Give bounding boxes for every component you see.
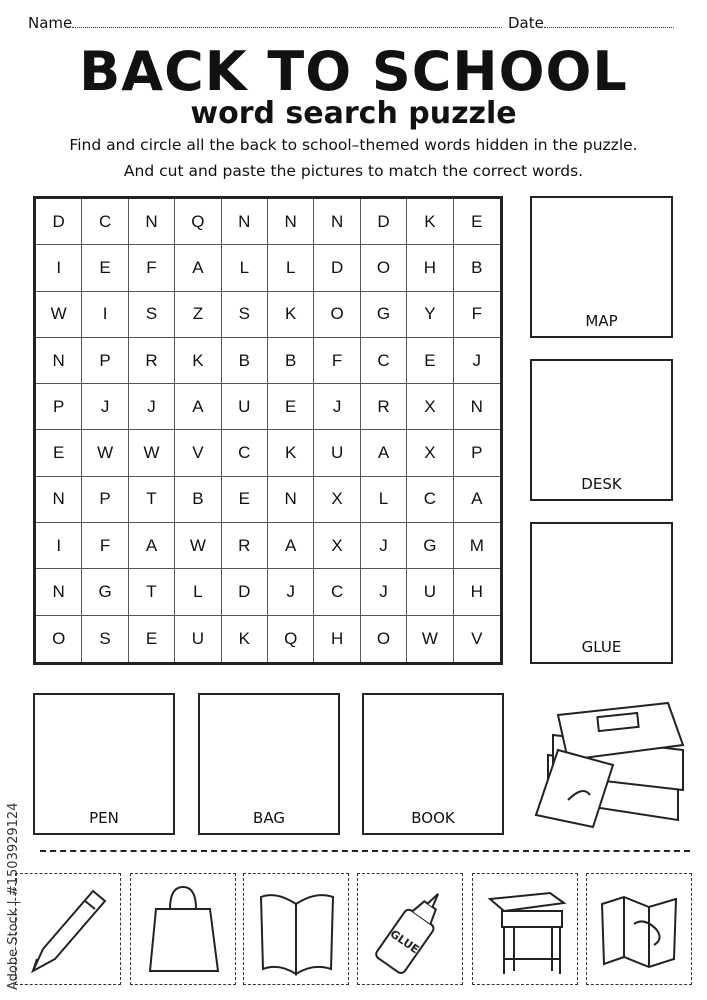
desk-icon <box>480 879 570 979</box>
pen-icon <box>23 879 113 979</box>
grid-cell[interactable]: H <box>407 245 453 291</box>
grid-cell[interactable]: J <box>361 569 407 615</box>
grid-cell[interactable]: E <box>454 199 500 245</box>
grid-cell[interactable]: Y <box>407 292 453 338</box>
grid-cell[interactable]: J <box>314 384 360 430</box>
grid-cell[interactable]: P <box>82 477 128 523</box>
page-subtitle: word search puzzle <box>190 96 517 131</box>
grid-cell[interactable]: K <box>407 199 453 245</box>
grid-cell[interactable]: N <box>268 199 314 245</box>
grid-cell[interactable]: A <box>175 384 221 430</box>
grid-cell[interactable]: W <box>175 523 221 569</box>
grid-cell[interactable]: G <box>82 569 128 615</box>
books-stack-icon <box>528 695 693 830</box>
name-field[interactable] <box>28 14 502 32</box>
grid-cell[interactable]: F <box>314 338 360 384</box>
grid-cell[interactable]: S <box>129 292 175 338</box>
grid-cell[interactable]: R <box>222 523 268 569</box>
grid-cell[interactable]: C <box>407 477 453 523</box>
grid-cell[interactable]: C <box>222 430 268 476</box>
grid-cell[interactable]: D <box>36 199 82 245</box>
grid-cell[interactable]: E <box>268 384 314 430</box>
grid-cell[interactable]: I <box>82 292 128 338</box>
glue-icon <box>365 879 455 979</box>
grid-cell[interactable]: A <box>268 523 314 569</box>
grid-cell[interactable]: A <box>454 477 500 523</box>
grid-cell[interactable]: W <box>82 430 128 476</box>
grid-cell[interactable]: U <box>407 569 453 615</box>
grid-cell[interactable]: A <box>129 523 175 569</box>
book-icon <box>251 879 341 979</box>
watermark-text: Adobe Stock | #1503929124 <box>6 802 21 990</box>
page-title: BACK TO SCHOOL <box>79 40 628 103</box>
grid-cell[interactable]: D <box>361 199 407 245</box>
glue-bottle-label: GLUE <box>387 927 422 957</box>
grid-cell[interactable]: E <box>129 616 175 662</box>
grid-cell[interactable]: H <box>314 616 360 662</box>
grid-cell[interactable]: F <box>129 245 175 291</box>
grid-cell[interactable]: N <box>36 338 82 384</box>
grid-cell[interactable]: B <box>222 338 268 384</box>
grid-cell[interactable]: K <box>175 338 221 384</box>
grid-cell[interactable]: P <box>82 338 128 384</box>
grid-cell[interactable]: R <box>129 338 175 384</box>
grid-cell[interactable]: E <box>82 245 128 291</box>
grid-cell[interactable]: W <box>36 292 82 338</box>
picture-book[interactable] <box>243 873 349 985</box>
grid-cell[interactable]: K <box>222 616 268 662</box>
grid-cell[interactable]: T <box>129 569 175 615</box>
grid-cell[interactable]: S <box>222 292 268 338</box>
date-label: Date <box>508 14 544 32</box>
instruction-line-2: And cut and paste the pictures to match the correct words. <box>123 162 584 180</box>
bag-icon <box>138 879 228 979</box>
grid-cell[interactable]: X <box>407 430 453 476</box>
grid-cell[interactable]: V <box>175 430 221 476</box>
word-box-bag[interactable] <box>198 693 340 835</box>
grid-cell[interactable]: T <box>129 477 175 523</box>
word-box-book[interactable] <box>362 693 504 835</box>
name-label: Name <box>28 14 73 32</box>
word-box-map[interactable] <box>530 196 673 338</box>
grid-cell[interactable]: M <box>454 523 500 569</box>
grid-cell[interactable]: R <box>361 384 407 430</box>
grid-cell[interactable]: N <box>129 199 175 245</box>
grid-cell[interactable]: C <box>361 338 407 384</box>
grid-cell[interactable]: E <box>407 338 453 384</box>
word-label: BOOK <box>411 809 455 827</box>
grid-cell[interactable]: L <box>268 245 314 291</box>
grid-cell[interactable]: W <box>129 430 175 476</box>
grid-cell[interactable]: X <box>407 384 453 430</box>
grid-cell[interactable]: P <box>454 430 500 476</box>
grid-cell[interactable]: Q <box>268 616 314 662</box>
grid-cell[interactable]: J <box>82 384 128 430</box>
grid-cell[interactable]: J <box>129 384 175 430</box>
grid-cell[interactable]: W <box>407 616 453 662</box>
grid-cell[interactable]: L <box>361 477 407 523</box>
grid-cell[interactable]: E <box>222 477 268 523</box>
grid-cell[interactable]: F <box>82 523 128 569</box>
grid-cell[interactable]: J <box>361 523 407 569</box>
grid-cell[interactable]: G <box>361 292 407 338</box>
word-box-desk[interactable] <box>530 359 673 501</box>
grid-cell[interactable]: A <box>361 430 407 476</box>
grid-cell[interactable]: B <box>175 477 221 523</box>
grid-cell[interactable]: X <box>314 523 360 569</box>
grid-cell[interactable]: N <box>36 477 82 523</box>
grid-cell[interactable]: O <box>36 616 82 662</box>
word-label: PEN <box>89 809 119 827</box>
grid-cell[interactable]: X <box>314 477 360 523</box>
word-label: MAP <box>585 312 618 330</box>
word-label: BAG <box>253 809 285 827</box>
grid-cell[interactable]: B <box>268 338 314 384</box>
grid-cell[interactable]: J <box>454 338 500 384</box>
grid-cell[interactable]: N <box>454 384 500 430</box>
grid-cell[interactable]: O <box>314 292 360 338</box>
word-label: GLUE <box>581 638 622 656</box>
grid-cell[interactable]: L <box>222 245 268 291</box>
grid-cell[interactable]: C <box>314 569 360 615</box>
grid-cell[interactable]: E <box>36 430 82 476</box>
grid-cell[interactable]: L <box>175 569 221 615</box>
instruction-line-1: Find and circle all the back to school–themed words hidden in the puzzle. <box>69 136 638 154</box>
picture-map[interactable] <box>586 873 692 985</box>
grid-cell[interactable]: N <box>36 569 82 615</box>
word-box-glue[interactable] <box>530 522 673 664</box>
grid-cell[interactable]: P <box>36 384 82 430</box>
grid-cell[interactable]: I <box>36 523 82 569</box>
grid-cell[interactable]: D <box>314 245 360 291</box>
grid-cell[interactable]: F <box>454 292 500 338</box>
word-box-pen[interactable] <box>33 693 175 835</box>
grid-cell[interactable]: O <box>361 616 407 662</box>
grid-cell[interactable]: Z <box>175 292 221 338</box>
word-label: DESK <box>581 475 622 493</box>
picture-pen[interactable] <box>15 873 121 985</box>
grid-cell[interactable]: H <box>454 569 500 615</box>
grid-cell[interactable]: U <box>222 384 268 430</box>
grid-cell[interactable]: B <box>454 245 500 291</box>
grid-cell[interactable]: U <box>314 430 360 476</box>
grid-cell[interactable]: U <box>175 616 221 662</box>
map-icon <box>594 879 684 979</box>
grid-cell[interactable]: A <box>175 245 221 291</box>
grid-cell[interactable]: K <box>268 292 314 338</box>
grid-cell[interactable]: D <box>222 569 268 615</box>
picture-bag[interactable] <box>130 873 236 985</box>
grid-cell[interactable]: N <box>314 199 360 245</box>
grid-cell[interactable]: G <box>407 523 453 569</box>
grid-cell[interactable]: I <box>36 245 82 291</box>
grid-cell[interactable]: V <box>471 628 483 648</box>
grid-cell[interactable]: C <box>82 199 128 245</box>
grid-cell[interactable]: Q <box>175 199 221 245</box>
grid-cell[interactable]: K <box>268 430 314 476</box>
cut-line <box>40 850 690 852</box>
grid-cell[interactable]: O <box>361 245 407 291</box>
date-field[interactable] <box>508 14 674 32</box>
word-search-grid <box>33 196 503 665</box>
picture-glue[interactable] <box>357 873 463 985</box>
grid-cell[interactable]: N <box>222 199 268 245</box>
picture-desk[interactable] <box>472 873 578 985</box>
grid-cell[interactable]: J <box>268 569 314 615</box>
grid-cell[interactable]: S <box>82 616 128 662</box>
grid-cell[interactable]: N <box>268 477 314 523</box>
